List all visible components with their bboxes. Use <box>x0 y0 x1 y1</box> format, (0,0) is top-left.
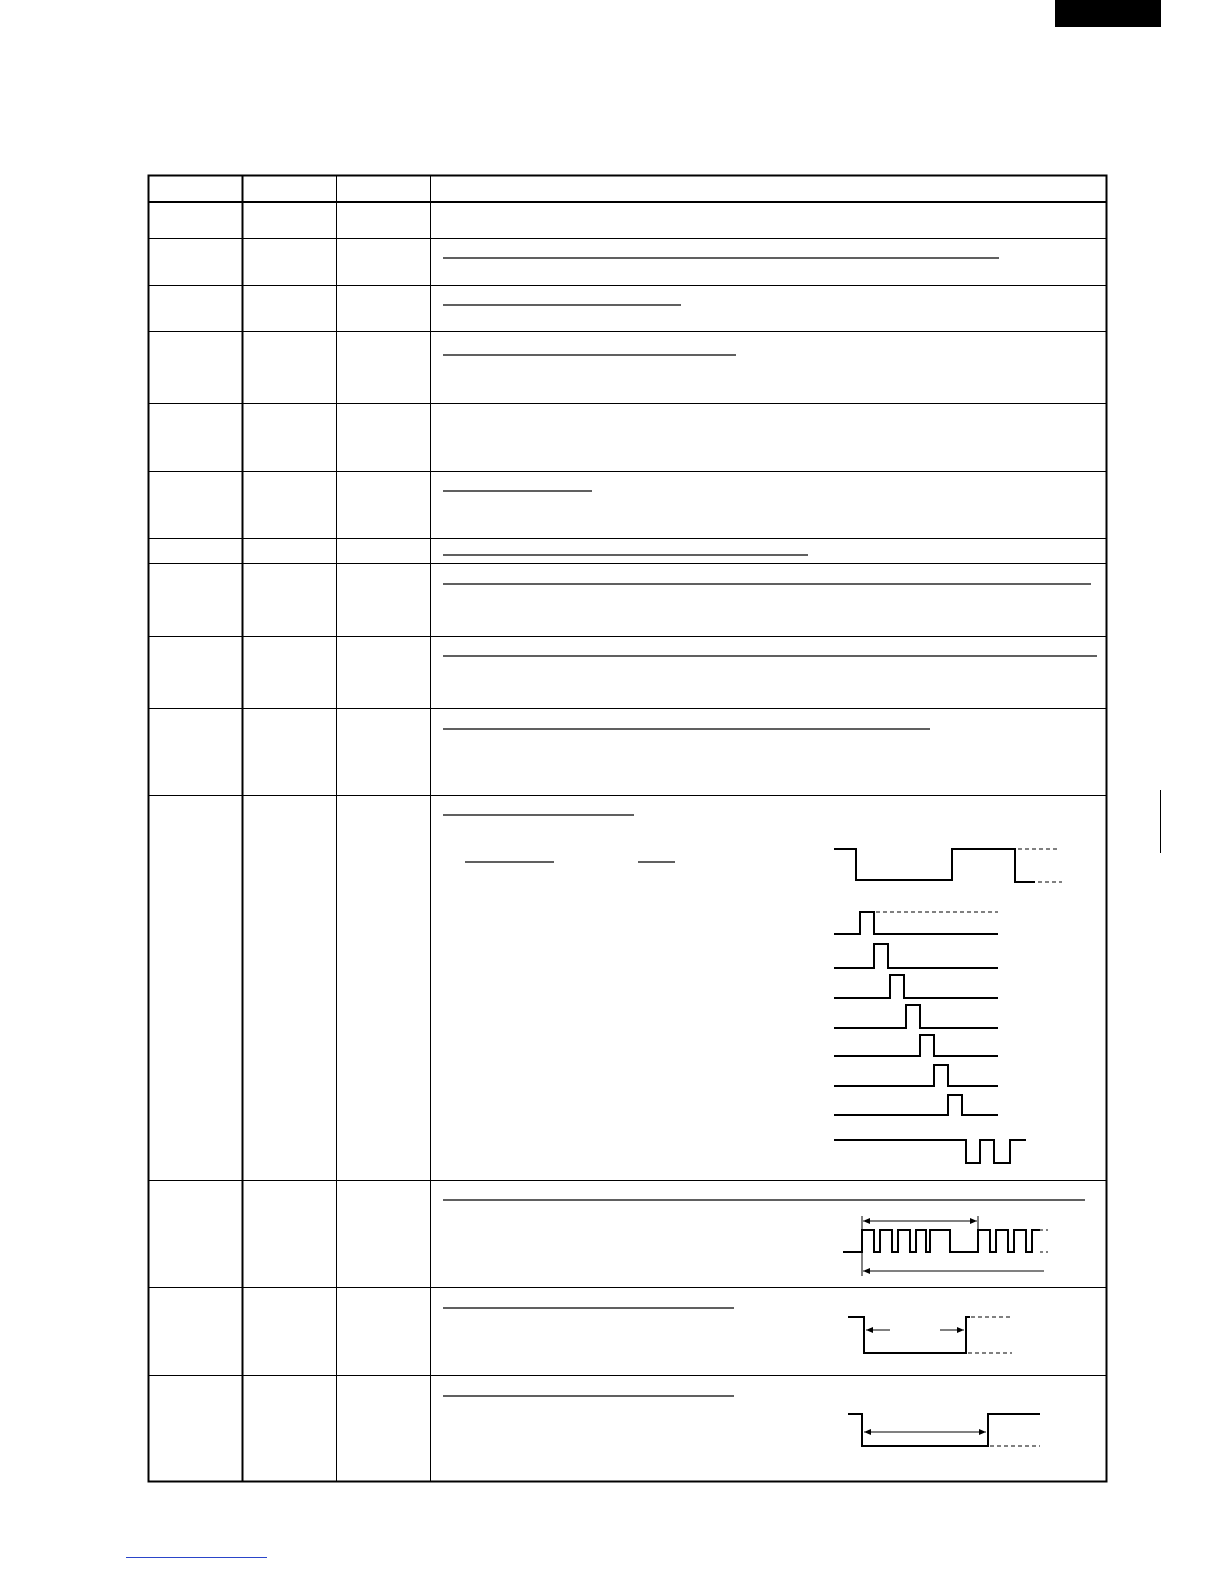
arrow-head <box>979 1429 986 1435</box>
strobe-waveform <box>834 849 1035 882</box>
scan-pulse <box>834 975 998 998</box>
arrow-head <box>863 1268 870 1274</box>
table-grid <box>148 175 1107 1482</box>
arrow-head <box>866 1327 873 1333</box>
low-pulse-diagram <box>848 1317 1012 1353</box>
arrow-head <box>957 1327 964 1333</box>
key-return-waveform <box>834 1140 1026 1163</box>
low-period-diagram <box>848 1414 1040 1446</box>
arrow-head <box>864 1429 871 1435</box>
description-underlines <box>443 258 1097 1396</box>
arrow-head <box>863 1218 870 1224</box>
table-border <box>149 176 1107 1482</box>
pulse-train-waveform <box>843 1230 1040 1252</box>
scan-pulse <box>834 1005 998 1028</box>
pulse-train-diagram <box>843 1216 1048 1276</box>
scan-pulse <box>834 1065 998 1086</box>
scan-pulse <box>834 912 998 934</box>
scan-pulse <box>834 1095 998 1115</box>
scan-pulse <box>834 944 998 968</box>
low-pulse-waveform <box>848 1317 970 1353</box>
scan-timing-diagram <box>834 849 1062 1163</box>
low-period-waveform <box>848 1414 1040 1446</box>
scan-pulse <box>834 1035 998 1056</box>
arrow-head <box>970 1218 977 1224</box>
